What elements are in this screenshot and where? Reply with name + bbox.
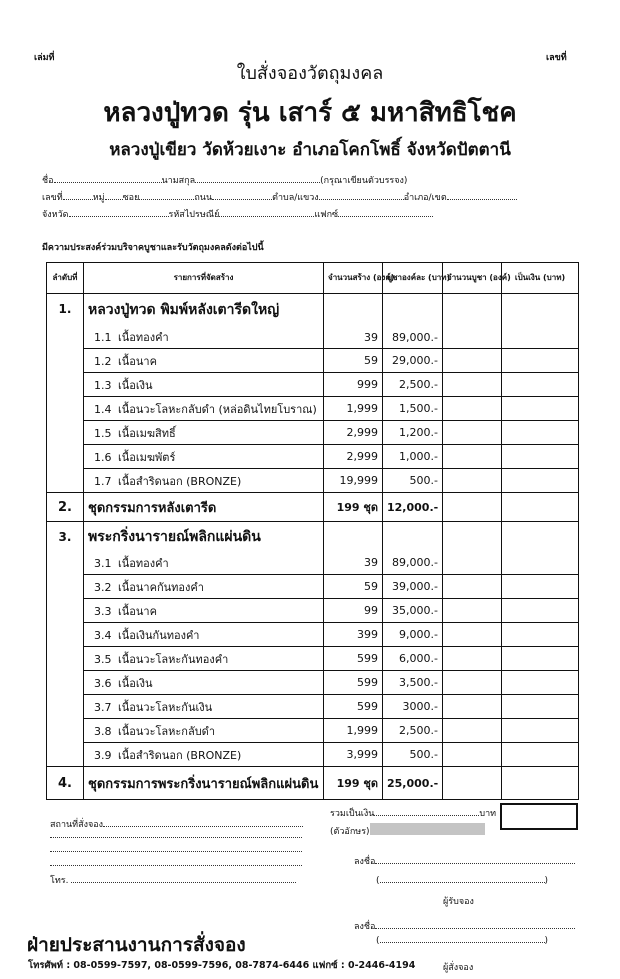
moo-label: หมู่ [92,193,105,203]
district-field[interactable] [447,191,517,200]
subdistrict-field[interactable] [319,191,404,200]
group-number: 4. [47,767,84,800]
qty-made-cell [324,522,383,552]
item-index: 3.3 [94,604,112,618]
order-table [46,262,579,800]
subdistrict-label: ตำบล/แขวง [272,193,319,203]
table-row [47,767,579,800]
qty-order-input[interactable] [443,599,502,623]
amount-input[interactable] [502,671,579,695]
price: 6,000.- [383,647,443,671]
qty-made: 399 [324,623,383,647]
total-label: รวมเป็นเงิน [330,809,375,819]
price: 89,000.- [383,327,443,349]
item-name-cell [84,719,324,743]
item-name-cell [84,552,324,575]
book-no-label: เล่มที่ [34,53,55,63]
province-label: จังหวัด [42,210,69,220]
qty-order-input[interactable] [443,349,502,373]
table-row [47,469,579,493]
total-line [330,806,496,820]
col-order: ลำดับที่ [47,263,84,294]
amount-input[interactable] [502,767,579,800]
order-place-line [50,817,303,831]
qty-order-input[interactable] [443,671,502,695]
item-index: 3.1 [94,556,112,570]
qty-made: 1,999 [324,719,383,743]
item-name-cell [84,623,324,647]
group-title: หลวงปู่ทวด พิมพ์หลังเตารีดใหญ่ [84,294,324,327]
group-number: 3. [47,522,84,767]
qty-order-input[interactable] [443,493,502,522]
item-name-cell [84,445,324,469]
amount-input[interactable] [502,743,579,767]
qty-made: 2,999 [324,421,383,445]
qty-made: 2,999 [324,445,383,469]
amount-input[interactable] [502,469,579,493]
amount-input[interactable] [502,575,579,599]
order-place-line-4[interactable] [50,865,302,866]
table-row [47,647,579,671]
qty-order-input[interactable] [443,623,502,647]
soi-label: ซอย [122,193,140,203]
item-name: เนื้อเงินกันทองคำ [118,628,200,642]
amount-input[interactable] [502,373,579,397]
price: 3000.- [383,695,443,719]
fax-field[interactable] [338,208,433,217]
sign-line-2 [354,919,575,933]
item-name: เนื้อสำริดนอก (BRONZE) [118,748,242,762]
qty-made: 599 [324,671,383,695]
group-number: 1. [47,294,84,493]
order-place-label: สถานที่สั่งจอง [50,820,104,830]
item-name-cell [84,599,324,623]
price: 2,500.- [383,373,443,397]
main-title: หลวงปู่ทวด รุ่น เสาร์ ๕ มหาสิทธิโชค [103,98,517,128]
qty-order-input[interactable] [443,373,502,397]
item-name: เนื้อนวะโลหะกันทองคำ [118,652,229,666]
amount-input[interactable] [502,397,579,421]
amount-input[interactable] [502,719,579,743]
table-row [47,397,579,421]
order-place-line-2[interactable] [50,837,302,838]
item-name: เนื้อเงิน [118,676,153,690]
item-name: เนื้อทองคำ [118,556,169,570]
customer-line-2 [42,190,517,204]
item-index: 3.8 [94,724,112,738]
item-name-cell [84,695,324,719]
price: 500.- [383,469,443,493]
item-index: 3.5 [94,652,112,666]
qty-made: 1,999 [324,397,383,421]
tel-field[interactable] [71,874,296,883]
price: 2,500.- [383,719,443,743]
qty-made: 3,999 [324,743,383,767]
item-name: เนื้อเงิน [118,378,153,392]
qty-made: 999 [324,373,383,397]
price: 1,200.- [383,421,443,445]
group-title: พระกริ่งนารายณ์พลิกแผ่นดิน [84,522,324,552]
item-index: 1.4 [94,402,112,416]
qty-made: 199 ชุด [324,767,383,800]
contact-info: โทรศัพท์ : 08-0599-7597, 08-0599-7596, 08-7874-6446 แฟกซ์ : 0-2446-4194 [28,960,416,971]
road-field[interactable] [212,191,272,200]
item-name: เนื้อเมฆพัตร์ [118,450,176,464]
intent-text: มีความประสงค์ร่วมบริจาคบูชาและรับวัตถุมงคลดังต่อไปนี้ [42,243,264,253]
price: 25,000.- [383,767,443,800]
item-index: 1.6 [94,450,112,464]
customer-line-1 [42,173,407,187]
amount-input[interactable] [502,522,579,552]
amount-input[interactable] [502,623,579,647]
price: 12,000.- [383,493,443,522]
in-words-field[interactable] [370,823,485,835]
price: 9,000.- [383,623,443,647]
orderer-name-field[interactable]: ( ) [376,936,549,946]
item-name: เนื้อเมฆสิทธิ์ [118,426,176,440]
price: 35,000.- [383,599,443,623]
item-index: 1.5 [94,426,112,440]
item-name-cell [84,743,324,767]
item-name-cell [84,671,324,695]
house-no-field[interactable] [63,191,93,200]
order-place-field[interactable] [103,818,303,827]
fax-label: แฟกซ์ [314,210,339,220]
sign-line-1 [354,854,575,868]
order-place-line-3[interactable] [50,851,302,852]
table-row [47,327,579,349]
item-index: 3.2 [94,580,112,594]
soi-field[interactable] [139,191,194,200]
note-label: (กรุณาเขียนตัวบรรจง) [320,176,408,186]
price: 39,000.- [383,575,443,599]
item-index: 3.4 [94,628,112,642]
amount-input[interactable] [502,327,579,349]
amount-input[interactable] [502,294,579,327]
subtitle: หลวงปู่เขียว วัดห้วยเงาะ อำเภอโคกโพธิ์ จังหวัดปัตตานี [109,140,511,160]
table-row [47,421,579,445]
price-cell [383,522,443,552]
table-row [47,552,579,575]
table-row [47,575,579,599]
item-name-cell [84,373,324,397]
amount-input[interactable] [502,421,579,445]
road-label: ถนน [194,193,213,203]
col-qty-order: จำนวนบูชา (องค์) [443,263,502,294]
group-title: ชุดกรรมการหลังเตารีด [84,493,324,522]
name-field[interactable] [54,174,162,183]
table-row [47,695,579,719]
item-name: เนื้อนวะโลหะกลับดำ (หล่อดินไทยโบราณ) [118,402,317,416]
item-name-cell [84,647,324,671]
qty-order-input[interactable] [443,397,502,421]
dept-title: ฝ่ายประสานงานการสั่งจอง [27,934,246,956]
amount-input[interactable] [502,647,579,671]
customer-line-3 [42,207,433,221]
col-price: บูชาองค์ละ (บาท) [383,263,443,294]
price: 29,000.- [383,349,443,373]
province-field[interactable] [69,208,169,217]
sign-label: ลงชื่อ [354,922,376,932]
qty-order-input[interactable] [443,522,502,552]
item-index: 1.1 [94,331,112,345]
qty-order-input[interactable] [443,695,502,719]
postcode-field[interactable] [219,208,314,217]
qty-made-cell [324,294,383,327]
tel-line [50,873,296,887]
amount-input[interactable] [502,493,579,522]
qty-made: 599 [324,695,383,719]
qty-made: 599 [324,647,383,671]
baht-label: บาท [479,809,497,819]
number-label: เลขที่ [546,53,567,63]
group-title-row [47,522,579,552]
group-title-row [47,294,579,327]
table-row [47,349,579,373]
qty-order-input[interactable] [443,294,502,327]
qty-made: 39 [324,327,383,349]
orderer-label: ผู้สั่งจอง [443,963,474,973]
qty-order-input[interactable] [443,575,502,599]
table-row [47,743,579,767]
table-header [47,263,579,294]
item-name-cell [84,327,324,349]
item-name-cell [84,469,324,493]
moo-field[interactable] [105,191,123,200]
col-item: รายการที่จัดสร้าง [84,263,324,294]
qty-made: 19,999 [324,469,383,493]
price: 89,000.- [383,552,443,575]
item-name: เนื้อนวะโลหะกลับดำ [118,724,216,738]
orderer-sign-field[interactable] [375,920,575,929]
surname-field[interactable] [195,174,320,183]
qty-order-input[interactable] [443,421,502,445]
item-name: เนื้อนาค [118,354,157,368]
total-box[interactable] [500,803,578,830]
sign-label: ลงชื่อ [354,857,376,867]
qty-order-input[interactable] [443,767,502,800]
name-label: ชื่อ [42,176,54,186]
qty-made: 39 [324,552,383,575]
receiver-label: ผู้รับจอง [443,897,474,907]
item-name-cell [84,575,324,599]
item-index: 3.9 [94,748,112,762]
district-label: อำเภอ/เขต [403,193,447,203]
table-row [47,599,579,623]
item-name: เนื้อนาคกันทองคำ [118,580,204,594]
item-index: 1.7 [94,474,112,488]
qty-order-input[interactable] [443,445,502,469]
item-name-cell [84,349,324,373]
group-number: 2. [47,493,84,522]
qty-made: 199 ชุด [324,493,383,522]
item-name-cell [84,421,324,445]
surname-label: นามสกุล [161,176,196,186]
group-title: ชุดกรรมการพระกริ่งนารายณ์พลิกแผ่นดิน [84,767,324,800]
form-title: ใบสั่งจองวัตถุมงคล [236,63,384,84]
item-name: เนื้อนวะโลหะกันเงิน [118,700,213,714]
postcode-label: รหัสไปรษณีย์ [168,210,220,220]
amount-input[interactable] [502,599,579,623]
in-words-label: (ตัวอักษร) [330,827,370,837]
item-index: 3.6 [94,676,112,690]
amount-input[interactable] [502,349,579,373]
table-row [47,671,579,695]
table-row [47,373,579,397]
receiver-name-field[interactable]: ( ) [376,876,549,886]
receiver-sign-field[interactable] [375,855,575,864]
qty-order-input[interactable] [443,647,502,671]
amount-input[interactable] [502,445,579,469]
table-row [47,623,579,647]
col-amount: เป็นเงิน (บาท) [502,263,579,294]
qty-order-input[interactable] [443,469,502,493]
table-row [47,719,579,743]
qty-order-input[interactable] [443,719,502,743]
qty-order-input[interactable] [443,552,502,575]
qty-made: 59 [324,575,383,599]
price: 1,000.- [383,445,443,469]
table-row [47,445,579,469]
item-name: เนื้อนาค [118,604,157,618]
col-qty-made: จำนวนสร้าง (องค์) [324,263,383,294]
total-field[interactable] [374,807,479,816]
house-no-label: เลขที่ [42,193,63,203]
item-name: เนื้อสำริดนอก (BRONZE) [118,474,242,488]
item-name: เนื้อทองคำ [118,331,169,345]
amount-input[interactable] [502,695,579,719]
price: 3,500.- [383,671,443,695]
qty-made: 99 [324,599,383,623]
qty-order-input[interactable] [443,743,502,767]
price: 500.- [383,743,443,767]
item-index: 3.7 [94,700,112,714]
qty-made: 59 [324,349,383,373]
qty-order-input[interactable] [443,327,502,349]
item-index: 1.3 [94,378,112,392]
amount-input[interactable] [502,552,579,575]
item-index: 1.2 [94,354,112,368]
item-name-cell [84,397,324,421]
price: 1,500.- [383,397,443,421]
tel-label: โทร. [50,876,69,886]
price-cell [383,294,443,327]
table-row [47,493,579,522]
